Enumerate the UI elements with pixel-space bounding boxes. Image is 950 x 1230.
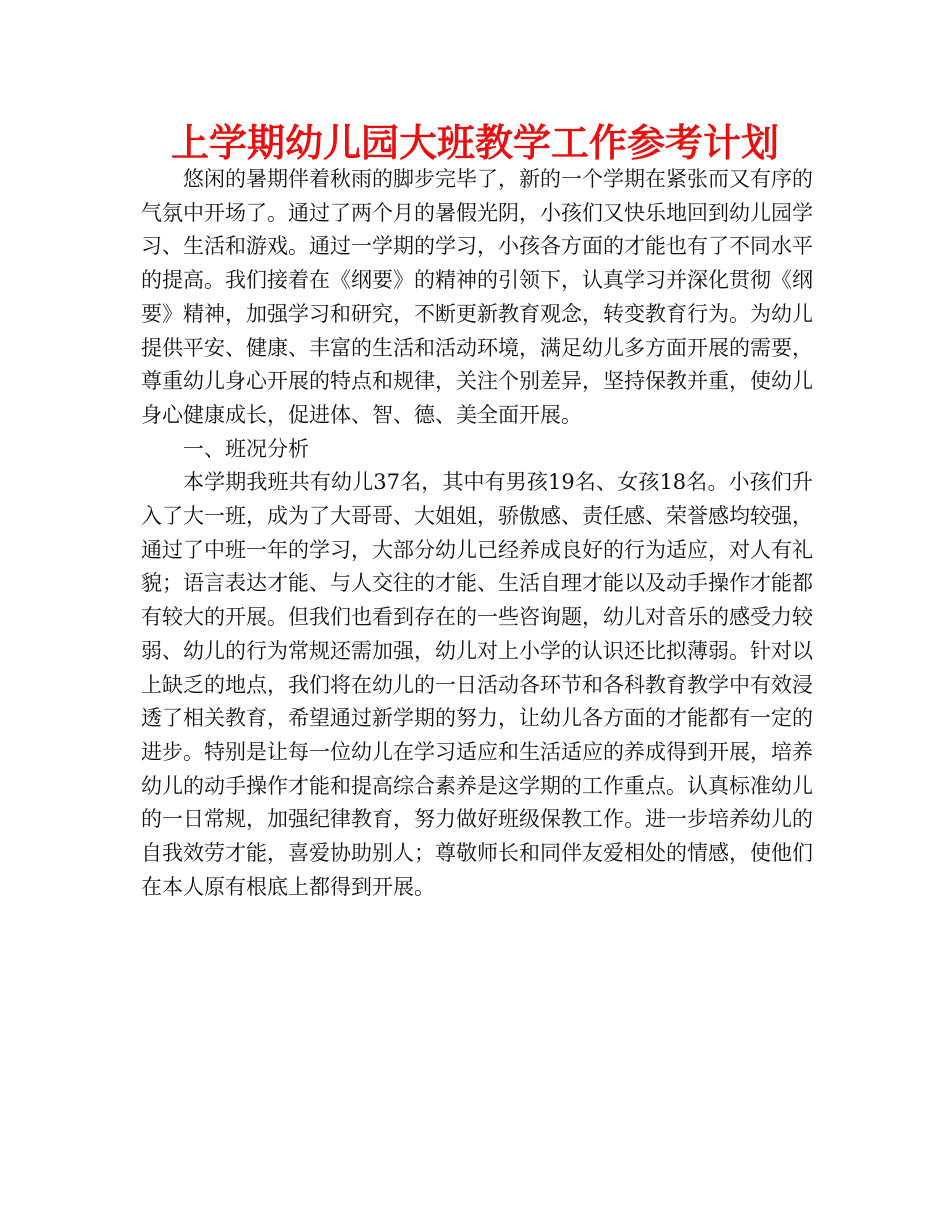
intro-paragraph: 悠闲的暑期伴着秋雨的脚步完毕了，新的一个学期在紧张而又有序的气氛中开场了。通过了两个月的暑假光阴，小孩们又快乐地回到幼儿园学习、生活和游戏。通过一学期的学习，小孩各方面的才能也有了不同水平的提高。我们接着在《纲要》的精神的引领下，认真学习并深化贯彻《纲要》精神，加强学习和研究，不断更新教育观念，转变教育行为。为幼儿提供平安、健康、丰富的生活和活动环境，满足幼儿多方面开展的需要，尊重幼儿身心开展的特点和规律，关注个别差异，坚持保教并重，使幼儿身心健康成长，促进体、智、德、美全面开展。 [141, 167, 813, 427]
document-title: 上学期幼儿园大班教学工作参考计划 [170, 121, 779, 165]
class-analysis-paragraph: 本学期我班共有幼儿37名，其中有男孩19名、女孩18名。小孩们升入了大一班，成为了大哥哥、大姐姐，骄傲感、责任感、荣誉感均较强，通过了中班一年的学习，大部分幼儿已经养成良好的行为适应，对人有礼貌；语言表达才能、与人交往的才能、生活自理才能以及动手操作才能都有较大的开展。但我们也看到存在的一些咨询题，幼儿对音乐的感受力较弱、幼儿的行为常规还需加强，幼儿对上小学的认识还比拟薄弱。针对以上缺乏的地点，我们将在幼儿的一日活动各环节和各科教育教学中有效浸透了相关教育，希望通过新学期的努力，让幼儿各方面的才能都有一定的进步。特别是让每一位幼儿在学习适应和生活适应的养成得到开展，培养幼儿的动手操作才能和提高综合素养是这学期的工作重点。认真标准幼儿的一日常规，加强纪律教育，努力做好班级保教工作。进一步培养幼儿的自我效劳才能，喜爱协助别人；尊敬师长和同伴友爱相处的情感，使他们在本人原有根底上都得到开展。 [141, 470, 813, 899]
section-heading-class-analysis: 一、班况分析 [183, 436, 309, 461]
document-body [141, 163, 813, 904]
